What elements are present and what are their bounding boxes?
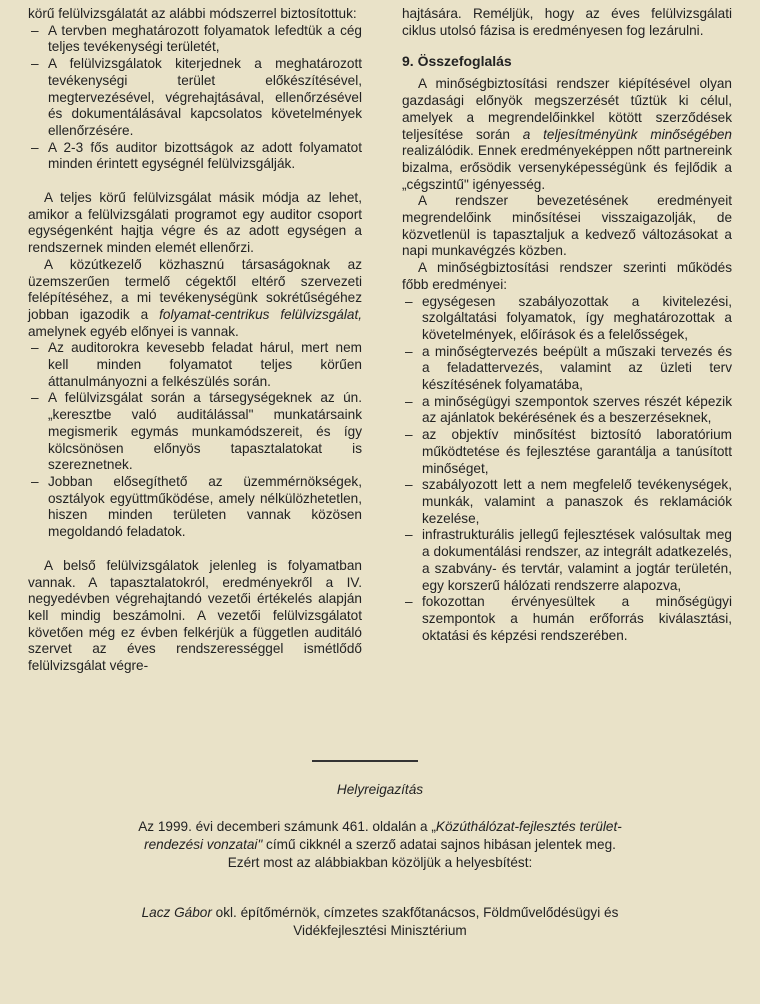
audit-method-list <box>28 23 362 173</box>
left-paragraph-3: A közútkezelő közhasznú társaságoknak az üzemszerűen termelő cégektől eltérő szervezeti felépítéséhez, a mi tevékenységünk sokrétűségéhez jobban igazodik a folyamat-centrikus felülvizsgálat, amelynek egyéb előnyei is vannak. <box>28 256 362 339</box>
dash-bullet: – <box>31 473 39 489</box>
list-item: – a minőségügyi szempontok szerves részét képezik az ajánlatok bekérésének és a beszerzéseknek, <box>405 393 732 426</box>
correction-line-3: Ezért most az alábbiakban közöljük a helyesbítést: <box>227 855 533 870</box>
list-item: – szabályozott lett a nem megfelelő tevékenységek, munkák, valamint a panaszok és reklamációk kezelése, <box>405 477 732 526</box>
list-item: – A 2-3 fős auditor bizottságok az adott folyamatot minden érintett egységnél felülvizsgálják. <box>31 139 362 172</box>
left-paragraph-2: A teljes körű felülvizsgálat másik módja az lehet, amikor a felülvizsgálati programot egy auditor csoport egységenként hajtja végre és az adott egységen a rendszernek minden elemét ellenőrzi. <box>28 190 362 256</box>
separator-rule <box>312 760 418 762</box>
list-item: – fokozottan érvényesültek a minőségügyi szempontok a humán erőforrás kiválasztási, oktatási és képzési rendszerében. <box>405 594 732 643</box>
list-item: – Az auditorokra kevesebb feladat hárul, mert nem kell minden folyamatot teljes körűen áttanulmányozni a felkészülés során. <box>31 340 362 389</box>
dash-bullet: – <box>405 527 413 543</box>
right-paragraph-1: A minőségbiztosítási rendszer kiépítésével olyan gazdasági előnyök megszerzését tűztük ki célul, amelyek a megrendelőinkkel kötött szerződések teljesítése során a teljesítményünk minőségében realizálódik. Ennek eredményeképpen nőtt partnereink bizalma, erősödik versenyképességünk és fejlődik a „cégszintű" igényesség. <box>402 76 732 192</box>
dash-bullet: – <box>405 594 413 610</box>
dash-bullet: – <box>405 293 413 309</box>
correction-title: Helyreigazítás <box>336 782 424 797</box>
right-paragraph-3: A minőségbiztosítási rendszer szerinti működés főbb eredményei: <box>402 260 732 292</box>
dash-bullet: – <box>31 390 39 406</box>
correction-line-1: Az 1999. évi decemberi számunk 461. oldalán a „Közúthálózat-fejlesztés terület- <box>138 819 622 834</box>
list-item: – A tervben meghatározott folyamatok lefedtük a cég teljes tevékenységi területét, <box>31 22 362 55</box>
author-correction <box>60 904 700 940</box>
list-item: – az objektív minősítést biztosító laboratórium működtetése és fejlesztése garantálja a tanúsított minőséget, <box>405 427 732 476</box>
section-heading: 9. Összefoglalás <box>402 53 512 70</box>
author-line-1: Lacz Gábor okl. építőmérnök, címzetes szakfőtanácsos, Földművelődésügyi és <box>141 905 619 920</box>
list-item: – A felülvizsgálat során a társegységeknek az ún. „keresztbe való auditálással" munkatársaink megismerik egymás munkamódszereit, és így kölcsönösen előnyös tapasztalatokat is szereznetnek. <box>31 390 362 473</box>
dash-bullet: – <box>31 340 39 356</box>
dash-bullet: – <box>31 56 39 72</box>
advantages-list <box>28 340 362 540</box>
left-column <box>28 6 362 675</box>
results-list <box>402 294 732 645</box>
dash-bullet: – <box>405 393 413 409</box>
correction-line-2: rendezési vonzatai" című cikknél a szerző adatai sajnos hibásan jelentek meg. <box>144 837 616 852</box>
correction-body <box>60 818 700 872</box>
dash-bullet: – <box>405 343 413 359</box>
right-paragraph-0: hajtására. Reméljük, hogy az éves felülvizsgálati ciklus utolsó fázisa is eredményesen fog lezárulni. <box>402 6 732 38</box>
dash-bullet: – <box>31 22 39 38</box>
list-item: – Jobban elősegíthető az üzemmérnökségek, osztályok együttműködése, amely nélkülözhetetlen, hiszen minden területen vannak közösen megoldandó feladatok. <box>31 473 362 540</box>
author-line-2: Vidékfejlesztési Minisztérium <box>293 923 467 938</box>
left-paragraph-4: A belső felülvizsgálatok jelenleg is folyamatban vannak. A tapasztalatokról, eredményekről a IV. negyedévben végrehajtandó vezetői értékelés alapján kell mindig beszámolni. A vezetői felülvizsgálatot követően még ez évben felkérjük a független auditáló szervet az éves rendszerességgel ismétlődő felülvizsgálat végre- <box>28 557 362 674</box>
dash-bullet: – <box>405 477 413 493</box>
right-column <box>402 6 732 644</box>
list-item: – a minőségtervezés beépült a műszaki tervezés és a feladattervezés, valamint az üzleti terv készítésének folyamatába, <box>405 343 732 393</box>
dash-bullet: – <box>405 427 413 443</box>
list-item: – A felülvizsgálatok kiterjednek a meghatározott tevékenységi terület előkészítésével, megtervezésével, végrehajtásával, ellenőrzésével és dokumentálásával kapcsolatos követelmények ellenőrzésére. <box>31 56 362 138</box>
list-item: – egységesen szabályozottak a kivitelezési, szolgáltatási folyamatok, így meghatározottak a követelmények, előírások és a felelősségek, <box>405 293 732 342</box>
right-paragraph-2: A rendszer bevezetésének eredményeit megrendelőink minősítései visszaigazolják, de közvetlenül is tapasztaljuk a kedvező változásokat a napi munkavégzés közben. <box>402 193 732 259</box>
list-item: – infrastrukturális jellegű fejlesztések valósultak meg a dokumentálási rendszer, az integrált adatkezelés, a szabvány- és tervtár, valamint a jogtár területén, egy korszerű hálózati rendszerre alapozva, <box>405 527 732 593</box>
dash-bullet: – <box>31 139 39 155</box>
left-paragraph-1: körű felülvizsgálatát az alábbi módszerrel biztosítottuk: <box>28 6 357 21</box>
